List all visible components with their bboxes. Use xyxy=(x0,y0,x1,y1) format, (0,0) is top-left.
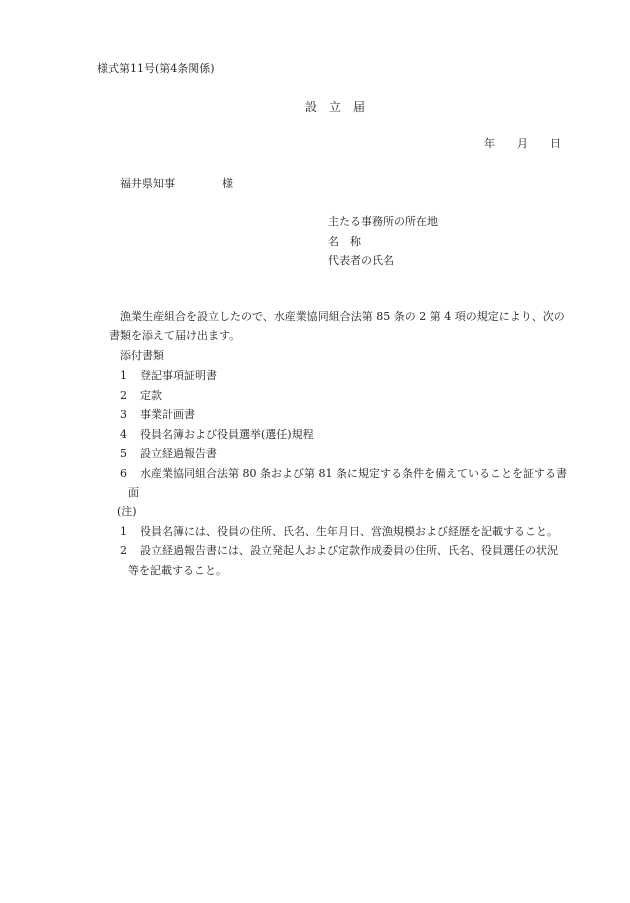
attachment-number: 3 xyxy=(120,408,127,421)
attachment-item xyxy=(120,370,217,381)
addressee-suffix: 様 xyxy=(222,177,233,190)
attachment-item xyxy=(120,390,162,401)
attachment-text: 登記事項証明書 xyxy=(140,369,217,382)
attachment-text: 水産業協同組合法第 80 条および第 81 条に規定する条件を備えていることを証する書 xyxy=(140,467,567,480)
attachment-text: 設立経過報告書 xyxy=(140,447,217,460)
attachment-item xyxy=(120,409,195,420)
attachments-heading: 添付書類 xyxy=(120,349,164,362)
attachment-text: 事業計画書 xyxy=(140,408,195,421)
attachment-item xyxy=(120,448,217,459)
applicant-representative-label: 代表者の氏名 xyxy=(328,254,394,267)
document-title: 設 立 届 xyxy=(305,100,366,114)
addressee-name: 福井県知事 xyxy=(120,177,175,190)
attachment-number: 2 xyxy=(120,389,127,402)
note-item xyxy=(120,526,558,537)
body-line-2: 書類を添えて届け出ます。 xyxy=(109,329,241,342)
note-number: 1 xyxy=(120,525,127,538)
attachment-number: 1 xyxy=(120,369,127,382)
applicant-name-label: 名 称 xyxy=(328,235,361,248)
date-line: 年 月 日 xyxy=(484,137,561,150)
applicant-address-label: 主たる事務所の所在地 xyxy=(328,215,438,228)
body-line-1: 漁業生産組合を設立したので、水産業協同組合法第 85 条の 2 第 4 項の規定により、次の xyxy=(120,310,565,323)
attachment-number: 5 xyxy=(120,447,127,460)
form-id: 様式第11号(第4条関係) xyxy=(97,62,215,75)
attachment-item xyxy=(120,429,314,440)
note-text: 設立経過報告書には、設立発起人および定款作成委員の住所、氏名、役員選任の状況 xyxy=(140,544,558,557)
attachment-number: 6 xyxy=(120,467,127,480)
note-item xyxy=(120,545,558,556)
note-text: 役員名簿には、役員の住所、氏名、生年月日、営漁規模および経歴を記載すること。 xyxy=(140,525,558,538)
attachment-number: 4 xyxy=(120,428,127,441)
note-continuation: 等を記載すること。 xyxy=(128,564,227,577)
notes-heading: (注) xyxy=(117,505,137,518)
attachment-text: 定款 xyxy=(140,389,162,402)
attachment-text: 役員名簿および役員選挙(選任)規程 xyxy=(140,428,314,441)
note-number: 2 xyxy=(120,544,127,557)
attachment-continuation: 面 xyxy=(128,486,139,499)
attachment-item xyxy=(120,468,567,479)
